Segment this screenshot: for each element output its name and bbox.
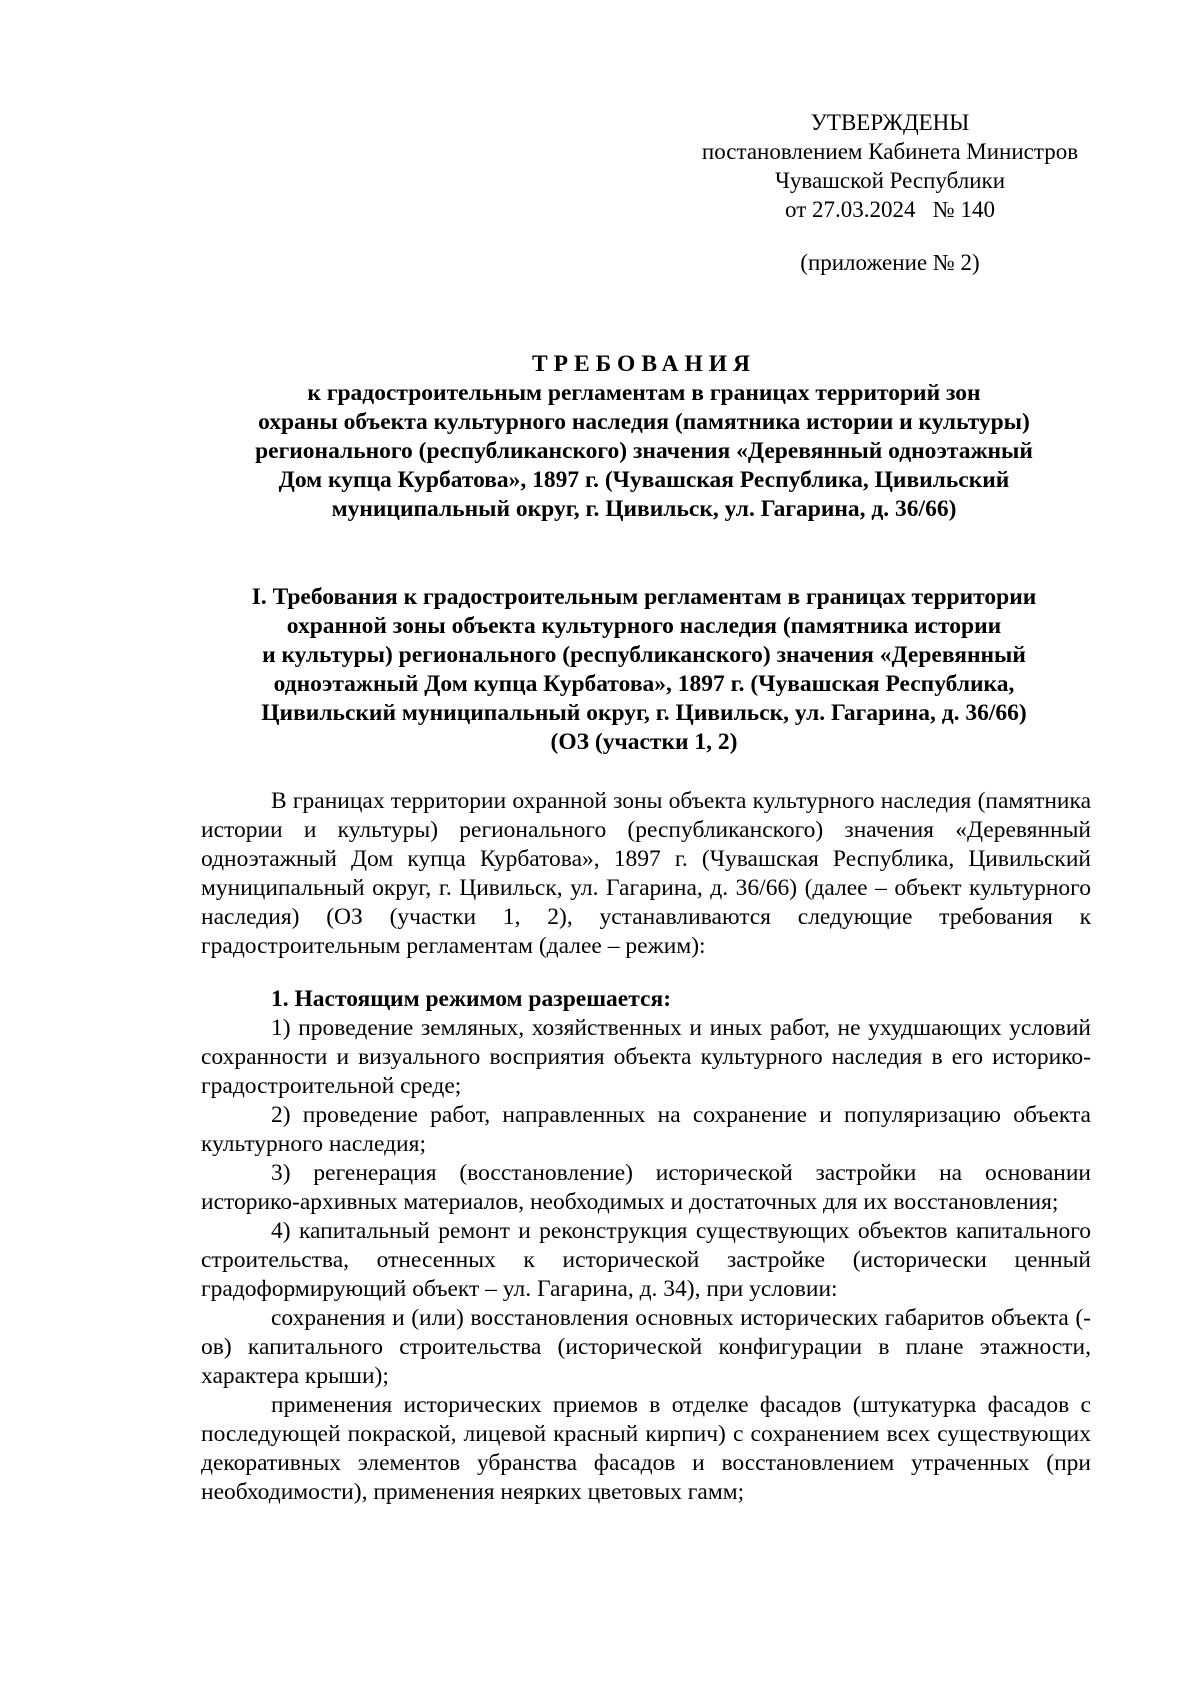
- section-heading-line: охранной зоны объекта культурного наследия (памятника истории: [286, 613, 1002, 639]
- section-heading: [196, 583, 1092, 757]
- title-line: Дом купца Курбатова», 1897 г. (Чувашская Республика, Цивильский: [278, 467, 1010, 493]
- section-heading-line: одноэтажный Дом купца Курбатова», 1897 г. (Чувашская Республика,: [273, 671, 1015, 697]
- document-title: [196, 350, 1092, 524]
- title-line: охраны объекта культурного наследия (памятника истории и культуры): [258, 409, 1030, 435]
- section-heading-line: и культуры) регионального (республиканского) значения «Деревянный: [262, 642, 1026, 668]
- approval-stamp: [660, 108, 1120, 277]
- approval-line-1: УТВЕРЖДЕНЫ: [810, 110, 970, 135]
- annex-label: (приложение № 2): [800, 250, 980, 275]
- approval-line-4: от 27.03.2024 № 140: [785, 197, 995, 222]
- clause-heading: 1. Настоящим режимом разрешается:: [271, 986, 672, 1012]
- title-line: муниципальный округ, г. Цивильск, ул. Гагарина, д. 36/66): [331, 496, 957, 522]
- approval-line-3: Чувашской Республики: [774, 168, 1006, 193]
- list-item: 3) регенерация (восстановление) исторической застройки на основании историко-архивных материалов, необходимых и достаточных для их восстановления;: [201, 1160, 1091, 1215]
- approval-line-2: постановлением Кабинета Министров: [701, 139, 1079, 164]
- intro-paragraph: В границах территории охранной зоны объекта культурного наследия (памятника истории и культуры) регионального (республиканского) значения «Деревянный одноэтажный Дом купца Курбатова», 1897 г. (Чувашская Республика, Цивильский муниципальный округ, г. Цивильск, ул. Гагарина, д. 36/66) (далее – объект культурного наследия) (ОЗ (участки 1, 2), устанавливаются следующие требования к градостроительным регламентам (далее – режим):: [201, 788, 1091, 959]
- title-line: регионального (республиканского) значения «Деревянный одноэтажный: [255, 438, 1033, 464]
- list-item: 4) капитальный ремонт и реконструкция существующих объектов капитального строительства, отнесенных к исторической застройке (исторически ценный градоформирующий объект – ул. Гагарина, д. 34), при условии:: [201, 1218, 1091, 1302]
- main-title: ТРЕБОВАНИЯ: [531, 351, 757, 377]
- title-line: к градостроительным регламентам в границах территорий зон: [307, 380, 981, 406]
- section-heading-line: Цивильский муниципальный округ, г. Цивильск, ул. Гагарина, д. 36/66): [261, 700, 1027, 726]
- body-text: [201, 787, 1091, 1507]
- section-heading-line: (ОЗ (участки 1, 2): [550, 729, 738, 755]
- section-heading-line: I. Требования к градостроительным регламентам в границах территории: [251, 584, 1037, 610]
- list-item: сохранения и (или) восстановления основных исторических габаритов объекта (-ов) капитального строительства (исторической конфигурации в плане этажности, характера крыши);: [201, 1305, 1091, 1389]
- list-item: применения исторических приемов в отделке фасадов (штукатурка фасадов с последующей покраской, лицевой красный кирпич) с сохранением всех существующих декоративных элементов убранства фасадов и восстановлением утраченных (при необходимости), применения неярких цветовых гамм;: [201, 1392, 1091, 1505]
- list-item: 1) проведение земляных, хозяйственных и иных работ, не ухудшающих условий сохранности и визуального восприятия объекта культурного наследия в его историко-градостроительной среде;: [201, 1015, 1091, 1099]
- list-item: 2) проведение работ, направленных на сохранение и популяризацию объекта культурного наследия;: [201, 1102, 1091, 1157]
